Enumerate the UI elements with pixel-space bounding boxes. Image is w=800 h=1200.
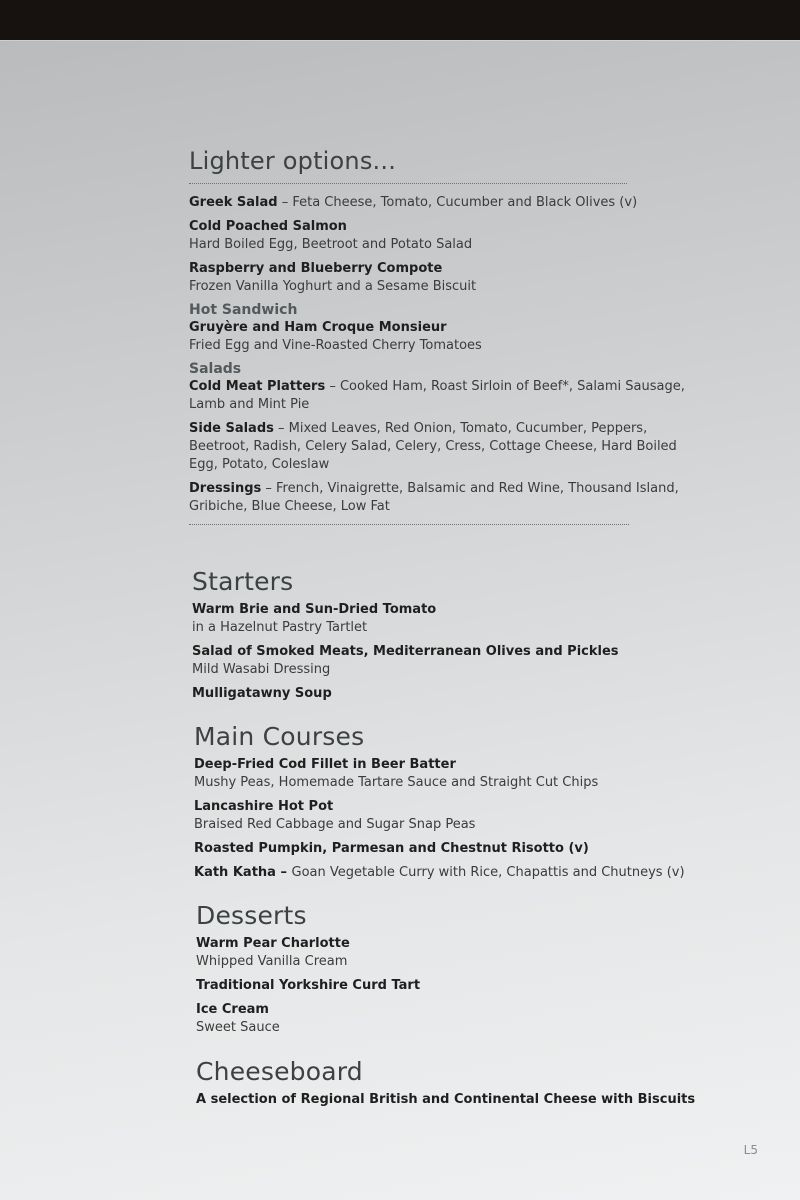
menu-item-dressings [189,480,689,516]
main-courses-section [194,722,714,882]
dash: – [275,865,292,880]
item-description: in a Hazelnut Pastry Tartlet [192,620,368,635]
menu-item-cheese-selection [196,1091,716,1109]
item-name: Traditional Yorkshire Curd Tart [196,978,421,993]
lighter-options-title: Lighter options... [189,147,397,175]
item-description: Mushy Peas, Homemade Tartare Sauce and Straight Cut Chips [194,775,599,790]
dash: – [261,481,277,496]
menu-item-compote [189,260,689,296]
menu-item-croque-monsieur [189,319,689,355]
item-description: Whipped Vanilla Cream [196,954,348,969]
item-name: Dressings [189,481,262,496]
item-name: Roasted Pumpkin, Parmesan and Chestnut Risotto (v) [194,841,589,856]
item-description: Feta Cheese, Tomato, Cucumber and Black Olives (v) [292,195,638,210]
item-description: Hard Boiled Egg, Beetroot and Potato Salad [189,237,473,252]
item-description: Fried Egg and Vine-Roasted Cherry Tomatoes [189,338,482,353]
item-name: Warm Pear Charlotte [196,936,350,951]
menu-item-ice-cream [196,1001,716,1037]
item-name: Salad of Smoked Meats, Mediterranean Olives and Pickles [192,644,619,659]
hot-sandwich-heading: Hot Sandwich [189,302,298,318]
menu-item-greek-salad [189,194,689,212]
menu-item-hot-pot [194,798,714,834]
menu-item-curd-tart [196,977,716,995]
item-name: Gruyère and Ham Croque Monsieur [189,320,447,335]
starters-section [192,567,712,703]
item-name: Mulligatawny Soup [192,686,332,701]
desserts-section [196,901,716,1037]
item-description: Frozen Vanilla Yoghurt and a Sesame Biscuit [189,279,477,294]
item-description: Goan Vegetable Curry with Rice, Chapattis and Chutneys (v) [291,865,685,880]
page-number: L5 [743,1143,758,1157]
item-name: A selection of Regional British and Continental Cheese with Biscuits [196,1092,696,1107]
menu-item-cold-meat-platters [189,378,689,414]
divider [189,183,627,184]
menu-item-cold-poached-salmon [189,218,689,254]
salads-heading: Salads [189,361,242,377]
menu-item-pear-charlotte [196,935,716,971]
item-description: Cooked Ham, Roast Sirloin of Beef*, Salami Sausage, Lamb and Mint Pie [189,379,685,412]
dash: – [325,379,340,394]
item-name: Cold Poached Salmon [189,219,347,234]
starters-title: Starters [192,567,294,596]
menu-item-kath-katha [194,864,714,882]
item-name: Deep-Fried Cod Fillet in Beer Batter [194,757,456,772]
divider [189,524,629,525]
dash: – [273,421,289,436]
item-name: Cold Meat Platters [189,379,326,394]
cheeseboard-section [196,1057,716,1109]
item-name: Ice Cream [196,1002,269,1017]
item-description: Sweet Sauce [196,1020,280,1035]
desserts-title: Desserts [196,901,307,930]
menu-item-pumpkin-risotto [194,840,714,858]
item-description: Mild Wasabi Dressing [192,662,331,677]
item-name: Kath Katha [194,865,276,880]
item-name: Side Salads [189,421,274,436]
main-courses-title: Main Courses [194,722,365,751]
menu-item-smoked-meats [192,643,712,679]
item-description: Braised Red Cabbage and Sugar Snap Peas [194,817,476,832]
dash: – [277,195,293,210]
item-name: Raspberry and Blueberry Compote [189,261,443,276]
menu-item-warm-brie [192,601,712,637]
item-name: Lancashire Hot Pot [194,799,334,814]
item-name: Warm Brie and Sun-Dried Tomato [192,602,437,617]
item-name: Greek Salad [189,195,278,210]
item-description: French, Vinaigrette, Balsamic and Red Wine, Thousand Island, Gribiche, Blue Cheese, Low Fat [189,481,679,514]
menu-item-mulligatawny-soup [192,685,712,703]
lighter-options-section [189,146,689,525]
menu-item-cod-fillet [194,756,714,792]
cheeseboard-title: Cheeseboard [196,1057,363,1086]
menu-item-side-salads [189,420,689,474]
item-description: Mixed Leaves, Red Onion, Tomato, Cucumber, Peppers, Beetroot, Radish, Celery Salad, Celery, Cress, Cottage Cheese, Hard Boiled Egg, Potato, Coleslaw [189,421,677,472]
